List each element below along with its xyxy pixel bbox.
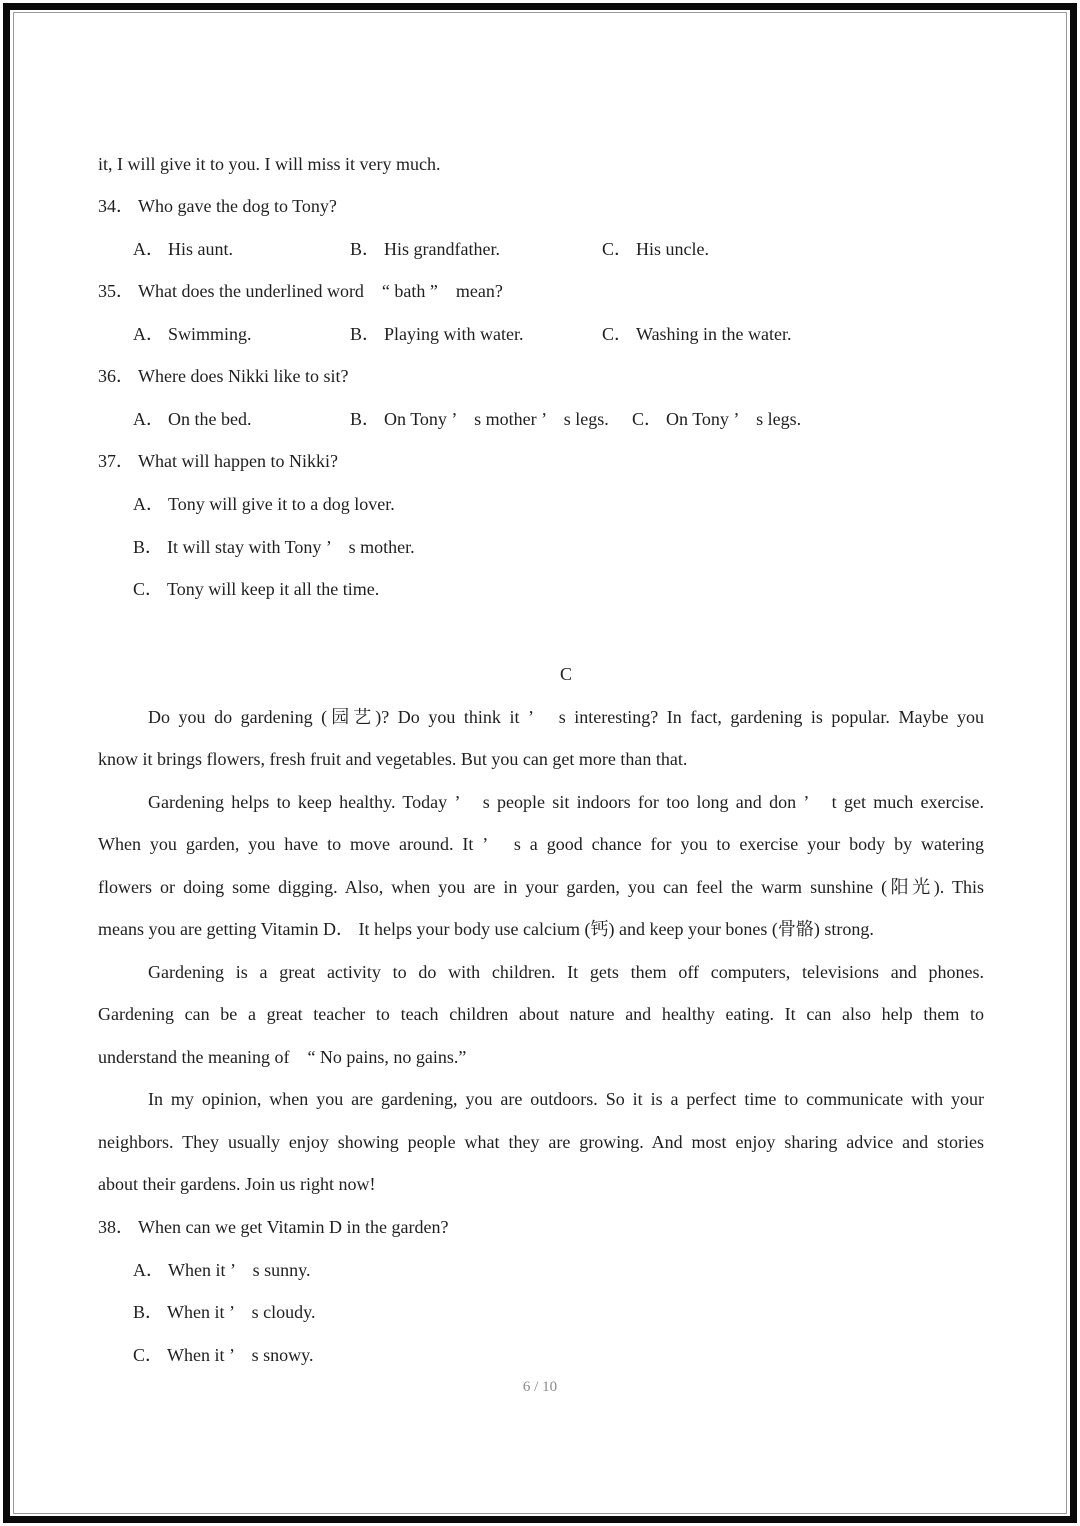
passage-line: about their gardens. Join us right now! [98, 1174, 376, 1194]
passage-line: Gardening is a great activity to do with children. It gets them off computers, televisions and phones. [148, 962, 984, 982]
option-c[interactable]: C． Washing in the water. [602, 324, 792, 344]
passage-line: In my opinion, when you are gardening, you are outdoors. So it is a perfect time to communicate with your [148, 1089, 984, 1109]
passage-line: Gardening can be a great teacher to teach children about nature and healthy eating. It can also help them to [98, 1004, 984, 1024]
question-text: When can we get Vitamin D in the garden? [138, 1217, 449, 1237]
question-text: What will happen to Nikki? [138, 451, 338, 471]
option-a[interactable]: A． His aunt. [133, 239, 233, 259]
passage-line: flowers or doing some digging. Also, when you are in your garden, you can feel the warm sunshine (阳光). This [98, 877, 984, 897]
option-b[interactable]: B． On Tony ’ s mother ’ s legs. [350, 409, 609, 429]
option-c[interactable]: C． When it ’ s snowy. [133, 1345, 314, 1365]
option-a[interactable]: A． When it ’ s sunny. [133, 1260, 311, 1280]
option-c[interactable]: C． On Tony ’ s legs. [632, 409, 802, 429]
question-number: 36． [98, 366, 134, 386]
section-heading: C [559, 664, 572, 684]
option-a[interactable]: A． Tony will give it to a dog lover. [133, 494, 395, 514]
passage-line: know it brings flowers, fresh fruit and vegetables. But you can get more than that. [98, 749, 688, 769]
passage-line: When you garden, you have to move around. It ’ s a good chance for you to exercise your body by watering [98, 834, 984, 854]
option-c[interactable]: C． Tony will keep it all the time. [133, 579, 380, 599]
option-a[interactable]: A． On the bed. [133, 409, 252, 429]
passage-continuation: it, I will give it to you. I will miss it very much. [98, 154, 441, 174]
question-number: 37． [98, 451, 134, 471]
passage-line: Do you do gardening (园艺)? Do you think it ’ s interesting? In fact, gardening is popular. Maybe you [148, 707, 984, 727]
passage-line: means you are getting Vitamin D． It helps your body use calcium (钙) and keep your bones (骨骼) strong. [98, 919, 874, 939]
option-a[interactable]: A． Swimming. [133, 324, 252, 344]
question-text: Where does Nikki like to sit? [138, 366, 349, 386]
option-b[interactable]: B． When it ’ s cloudy. [133, 1302, 316, 1322]
question-number: 34． [98, 196, 134, 216]
option-b[interactable]: B． Playing with water. [350, 324, 524, 344]
passage-line: Gardening helps to keep healthy. Today ’ s people sit indoors for too long and don ’ t get much exercise. [148, 792, 984, 812]
passage-line: understand the meaning of “ No pains, no gains.” [98, 1047, 467, 1067]
question-number: 35． [98, 281, 134, 301]
passage-line: neighbors. They usually enjoy showing people what they are growing. And most enjoy sharing advice and stories [98, 1132, 984, 1152]
question-text: What does the underlined word “ bath ” mean? [138, 281, 503, 301]
option-c[interactable]: C． His uncle. [602, 239, 709, 259]
option-b[interactable]: B． His grandfather. [350, 239, 500, 259]
question-number: 38． [98, 1217, 134, 1237]
option-b[interactable]: B． It will stay with Tony ’ s mother. [133, 537, 415, 557]
page-number: 6 / 10 [522, 1379, 558, 1395]
question-text: Who gave the dog to Tony? [138, 196, 337, 216]
